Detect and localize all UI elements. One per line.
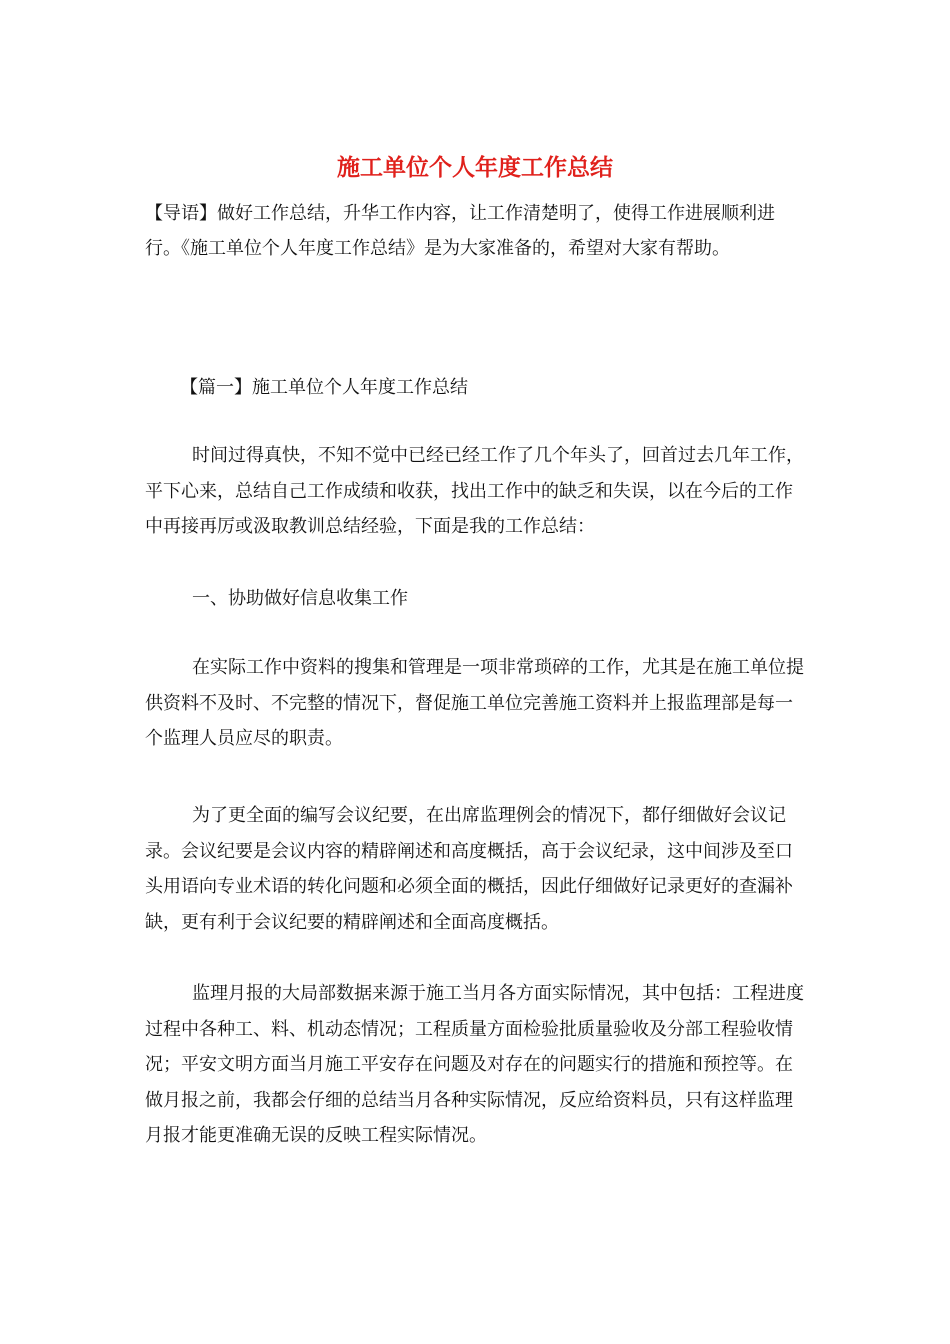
body-paragraph: 为了更全面的编写会议纪要，在出席监理例会的情况下，都仔细做好会议记录。会议纪要是会议内容的精辟阐述和高度概括，高于会议纪录，这中间涉及至口头用语向专业术语的转化问题和必须全面的概括，因此仔细做好记录更好的查漏补缺，更有利于会议纪要的精辟阐述和全面高度概括。 xyxy=(145,805,793,933)
intro-paragraph: 【导语】做好工作总结，升华工作内容，让工作清楚明了，使得工作进展顺利进行。《施工单位个人年度工作总结》是为大家准备的，希望对大家有帮助。 xyxy=(145,203,775,259)
body-paragraph: 监理月报的大局部数据来源于施工当月各方面实际情况，其中包括：工程进度过程中各种工、料、机动态情况；工程质量方面检验批质量验收及分部工程验收情况；平安文明方面当月施工平安存在问题及对存在的问题实行的措施和预控等。在做月报之前，我都会仔细的总结当月各种实际情况，反应给资料员，只有这样监理月报才能更准确无误的反映工程实际情况。 xyxy=(145,983,804,1146)
body-paragraph: 时间过得真快，不知不觉中已经已经工作了几个年头了，回首过去几年工作，平下心来，总结自己工作成绩和收获，找出工作中的缺乏和失误，以在今后的工作中再接再厉或汲取教训总结经验，下面是我的工作总结： xyxy=(145,445,804,537)
body-paragraph: 在实际工作中资料的搜集和管理是一项非常琐碎的工作，尤其是在施工单位提供资料不及时、不完整的情况下，督促施工单位完善施工资料并上报监理部是每一个监理人员应尽的职责。 xyxy=(145,657,804,749)
document-title: 施工单位个人年度工作总结 xyxy=(337,154,613,181)
subsection-heading: 一、协助做好信息收集工作 xyxy=(192,588,408,609)
section-heading: 【篇一】施工单位个人年度工作总结 xyxy=(180,377,468,398)
